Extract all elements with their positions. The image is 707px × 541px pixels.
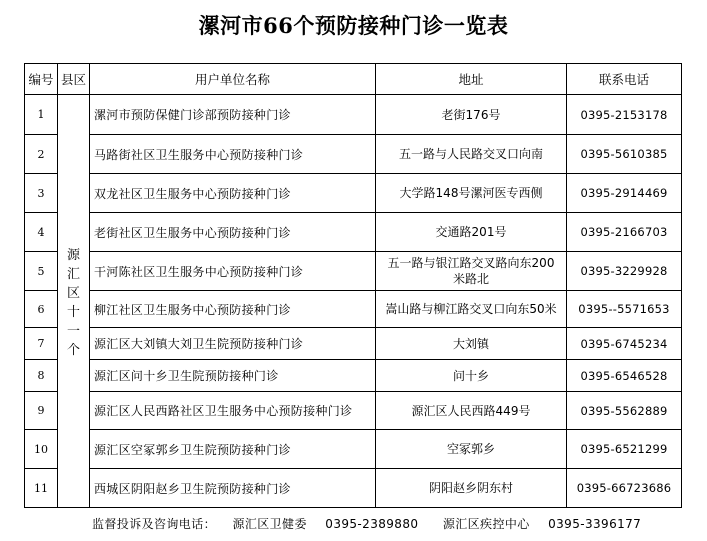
cell-no: 10 bbox=[25, 430, 58, 469]
cell-no: 11 bbox=[25, 469, 58, 508]
header-no: 编号 bbox=[25, 64, 58, 95]
cell-phone: 0395-3229928 bbox=[567, 252, 682, 291]
table-row bbox=[25, 360, 682, 392]
footer-label: 监督投诉及咨询电话： bbox=[92, 517, 217, 531]
cell-phone: 0395-6745234 bbox=[567, 328, 682, 360]
cell-unit: 柳江社区卫生服务中心预防接种门诊 bbox=[90, 291, 376, 328]
table-row bbox=[25, 328, 682, 360]
cell-phone: 0395-5562889 bbox=[567, 392, 682, 430]
table-row bbox=[25, 469, 682, 508]
cell-phone: 0395--5571653 bbox=[567, 291, 682, 328]
footer-phone2: 0395-3396177 bbox=[548, 517, 642, 531]
cell-phone: 0395-5610385 bbox=[567, 135, 682, 174]
header-address: 地址 bbox=[376, 64, 567, 95]
cell-no: 8 bbox=[25, 360, 58, 392]
footer-org2: 源汇区疾控中心 bbox=[442, 517, 530, 531]
cell-unit: 老街社区卫生服务中心预防接种门诊 bbox=[90, 213, 376, 252]
page-title: 漯河市66个预防接种门诊一览表 bbox=[198, 13, 509, 38]
cell-phone: 0395-66723686 bbox=[567, 469, 682, 508]
table-row bbox=[25, 430, 682, 469]
cell-no: 7 bbox=[25, 328, 58, 360]
cell-address: 大学路148号漯河医专西侧 bbox=[376, 174, 567, 213]
table-row bbox=[25, 291, 682, 328]
table-row bbox=[25, 252, 682, 291]
cell-address: 源汇区人民西路449号 bbox=[376, 392, 567, 430]
cell-unit: 源汇区人民西路社区卫生服务中心预防接种门诊 bbox=[90, 392, 376, 430]
cell-address: 五一路与人民路交叉口向南 bbox=[376, 135, 567, 174]
cell-county bbox=[58, 95, 90, 508]
cell-address: 五一路与银江路交叉路向东200米路北 bbox=[376, 252, 567, 291]
cell-unit: 西城区阴阳赵乡卫生院预防接种门诊 bbox=[90, 469, 376, 508]
cell-unit: 干河陈社区卫生服务中心预防接种门诊 bbox=[90, 252, 376, 291]
table-header-row bbox=[25, 64, 682, 95]
cell-no: 9 bbox=[25, 392, 58, 430]
cell-unit: 源汇区空冢郭乡卫生院预防接种门诊 bbox=[90, 430, 376, 469]
cell-address: 问十乡 bbox=[376, 360, 567, 392]
county-label: 源汇区十一个 bbox=[66, 248, 80, 358]
cell-phone: 0395-6546528 bbox=[567, 360, 682, 392]
cell-address: 大刘镇 bbox=[376, 328, 567, 360]
cell-address: 嵩山路与柳江路交叉口向东50米 bbox=[376, 291, 567, 328]
cell-address: 空冢郭乡 bbox=[376, 430, 567, 469]
cell-unit: 源汇区问十乡卫生院预防接种门诊 bbox=[90, 360, 376, 392]
cell-no: 1 bbox=[25, 95, 58, 135]
footer-contact bbox=[92, 515, 641, 532]
header-unit: 用户单位名称 bbox=[90, 64, 376, 95]
header-county: 县区 bbox=[58, 64, 90, 95]
cell-phone: 0395-2153178 bbox=[567, 95, 682, 135]
table-row bbox=[25, 174, 682, 213]
table-body bbox=[25, 95, 682, 508]
table-row bbox=[25, 135, 682, 174]
cell-no: 2 bbox=[25, 135, 58, 174]
cell-address: 交通路201号 bbox=[376, 213, 567, 252]
cell-address: 老街176号 bbox=[376, 95, 567, 135]
cell-no: 5 bbox=[25, 252, 58, 291]
cell-no: 4 bbox=[25, 213, 58, 252]
clinic-table bbox=[24, 63, 682, 508]
cell-phone: 0395-2914469 bbox=[567, 174, 682, 213]
cell-phone: 0395-2166703 bbox=[567, 213, 682, 252]
table-row bbox=[25, 95, 682, 135]
table-row bbox=[25, 392, 682, 430]
cell-no: 6 bbox=[25, 291, 58, 328]
table-row bbox=[25, 213, 682, 252]
cell-unit: 马路街社区卫生服务中心预防接种门诊 bbox=[90, 135, 376, 174]
cell-unit: 双龙社区卫生服务中心预防接种门诊 bbox=[90, 174, 376, 213]
footer-phone1: 0395-2389880 bbox=[325, 517, 419, 531]
header-phone: 联系电话 bbox=[567, 64, 682, 95]
cell-unit: 漯河市预防保健门诊部预防接种门诊 bbox=[90, 95, 376, 135]
footer-org1: 源汇区卫健委 bbox=[232, 517, 307, 531]
cell-no: 3 bbox=[25, 174, 58, 213]
cell-address: 阴阳赵乡阴东村 bbox=[376, 469, 567, 508]
cell-unit: 源汇区大刘镇大刘卫生院预防接种门诊 bbox=[90, 328, 376, 360]
cell-phone: 0395-6521299 bbox=[567, 430, 682, 469]
